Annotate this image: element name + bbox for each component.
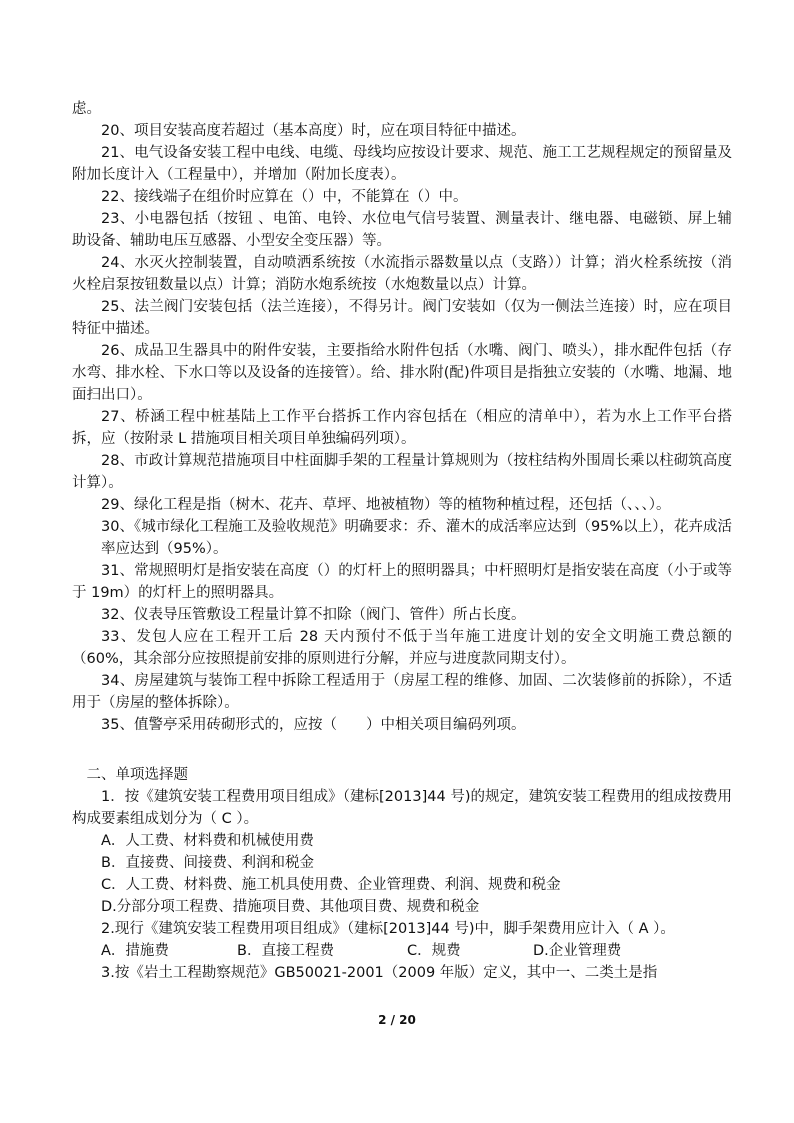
paragraph-item-25: 25、法兰阀门安装包括（法兰连接），不得另计。阀门安装如（仅为一侧法兰连接）时，应在项目特征中描述。 (72, 299, 732, 337)
question-2-stem: 2.现行《建筑安装工程费用项目组成》（建标[2013]44 号)中，脚手架费用应计入（ A ）。 (101, 921, 675, 937)
paragraph-item-20: 20、项目安装高度若超过（基本高度）时，应在项目特征中描述。 (101, 123, 526, 139)
question-2-option-d: D.企业管理费 (533, 943, 622, 959)
paragraph-item-30: 30、《城市绿化工程施工及验收规范》明确要求：乔、灌木的成活率应达到（95%以上），花卉成活率应达到（95%）。 (101, 519, 732, 557)
paragraph-item-32: 32、仪表导压管敷设工程量计算不扣除（阀门、管件）所占长度。 (101, 607, 526, 623)
question-2-option-a: A．措施费 (101, 943, 169, 959)
paragraph-continuation: 虑。 (72, 101, 101, 117)
paragraph-item-26: 26、成品卫生器具中的附件安装，主要指给水附件包括（水嘴、阀门、喷头），排水配件包括（存水弯、排水栓、下水口等以及设备的连接管）。给、排水附(配)件项目是指独立安装的（水嘴、地漏、地面扫出口）。 (72, 343, 732, 403)
paragraph-item-28: 28、市政计算规范措施项目中柱面脚手架的工程量计算规则为（按柱结构外围周长乘以柱砌筑高度计算）。 (72, 453, 732, 491)
paragraph-item-24: 24、水灭火控制装置，自动喷洒系统按（水流指示器数量以点（支路））计算；消火栓系统按（消火栓启泵按钮数量以点）计算；消防水炮系统按（水炮数量以点）计算。 (72, 255, 732, 293)
question-1-stem: 1．按《建筑安装工程费用项目组成》（建标[2013]44 号)的规定，建筑安装工程费用的组成按费用构成要素组成划分为（ C ）。 (72, 789, 732, 827)
question-1-option-b: B．直接费、间接费、利润和税金 (101, 855, 314, 871)
page-number: 2 / 20 (378, 1013, 416, 1027)
section-title: 二、单项选择题 (86, 767, 188, 783)
question-1-option-d: D.分部分项工程费、措施项目费、其他项目费、规费和税金 (101, 899, 480, 915)
question-2-options (72, 940, 732, 962)
paragraph-item-23: 23、小电器包括（按钮 、电笛、电铃、水位电气信号装置、测量表计、继电器、电磁锁、屏上辅助设备、辅助电压互感器、小型安全变压器）等。 (72, 211, 732, 249)
paragraph-item-35: 35、值警亭采用砖砌形式的，应按（ ）中相关项目编码列项。 (101, 717, 526, 733)
paragraph-item-29: 29、绿化工程是指（树木、花卉、草坪、地被植物）等的植物种植过程，还包括（、、、）。 (101, 497, 671, 513)
question-3-stem: 3.按《岩土工程勘察规范》GB50021-2001（2009 年版）定义，其中一、二类土是指 (101, 965, 658, 981)
question-2-option-c: C．规费 (407, 943, 461, 959)
paragraph-item-27: 27、桥涵工程中桩基陆上工作平台搭拆工作内容包括在（相应的清单中），若为水上工作平台搭拆，应（按附录 L 措施项目相关项目单独编码列项）。 (72, 409, 732, 447)
paragraph-item-21: 21、电气设备安装工程中电线、电缆、母线均应按设计要求、规范、施工工艺规程规定的预留量及附加长度计入（工程量中），并增加（附加长度表）。 (72, 145, 732, 183)
question-1-option-a: A．人工费、材料费和机械使用费 (101, 833, 314, 849)
paragraph-item-31: 31、常规照明灯是指安装在高度（）的灯杆上的照明器具；中杆照明灯是指安装在高度（小于或等于 19m）的灯杆上的照明器具。 (72, 563, 732, 601)
paragraph-item-33: 33、发包人应在工程开工后 28 天内预付不低于当年施工进度计划的安全文明施工费总额的（60%，其余部分应按照提前安排的原则进行分解，并应与进度款同期支付）。 (72, 629, 732, 667)
page-content (72, 98, 732, 984)
paragraph-item-22: 22、接线端子在组价时应算在（）中，不能算在（）中。 (101, 189, 468, 205)
question-1-option-c: C．人工费、材料费、施工机具使用费、企业管理费、利润、规费和税金 (101, 877, 561, 893)
paragraph-item-34: 34、房屋建筑与装饰工程中拆除工程适用于（房屋工程的维修、加固、二次装修前的拆除），不适用于（房屋的整体拆除）。 (72, 673, 732, 711)
question-2-option-b: B．直接工程费 (237, 943, 334, 959)
